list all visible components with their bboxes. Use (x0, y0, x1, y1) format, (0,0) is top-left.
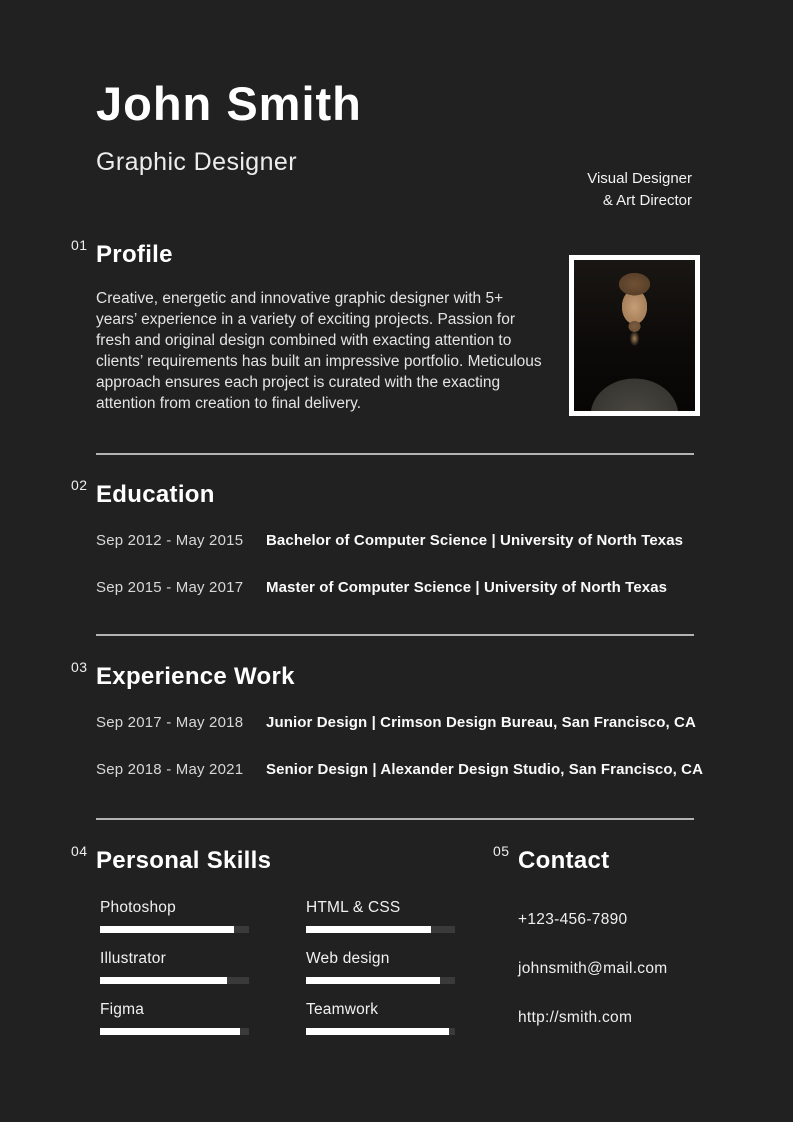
skill-bar-fill (100, 1028, 240, 1035)
skill-item (306, 1001, 455, 1035)
section-title-education: Education (96, 481, 215, 508)
section-contact (493, 843, 668, 1058)
resume-header (96, 76, 694, 209)
contact-items (518, 911, 667, 1027)
skills-column-right (306, 899, 455, 1052)
education-description: Bachelor of Computer Science | University of North Texas (266, 532, 684, 549)
job-title: Graphic Designer (96, 148, 297, 176)
experience-dates: Sep 2018 - May 2021 (96, 761, 244, 778)
skill-label: Photoshop (100, 899, 176, 916)
education-dates: Sep 2015 - May 2017 (96, 579, 244, 596)
experience-description: Junior Design | Crimson Design Bureau, San Francisco, CA (266, 714, 696, 731)
skill-bar-fill (306, 1028, 449, 1035)
experience-section-header (71, 659, 694, 691)
skill-bar-fill (100, 977, 227, 984)
skill-label: Figma (100, 1001, 145, 1018)
skill-label: Illustrator (100, 950, 166, 967)
education-row (96, 532, 694, 549)
contact-website: http://smith.com (518, 1009, 633, 1026)
skill-item (100, 950, 249, 984)
divider (96, 453, 694, 455)
experience-rows (96, 714, 704, 778)
skill-bar-track (306, 977, 455, 984)
skill-label: Teamwork (306, 1001, 379, 1018)
section-skills (71, 843, 456, 1058)
person-name: John Smith (96, 77, 362, 130)
education-row (96, 579, 694, 596)
tagline-line-1: Visual Designer (587, 170, 692, 187)
skill-label: Web design (306, 950, 390, 967)
section-title-skills: Personal Skills (96, 847, 272, 874)
divider (96, 818, 694, 820)
skill-bar-fill (306, 926, 431, 933)
experience-row (96, 714, 694, 731)
contact-phone: +123-456-7890 (518, 911, 628, 928)
skill-item (306, 950, 455, 984)
section-number: 04 (71, 843, 88, 859)
section-education (71, 477, 694, 596)
section-number: 02 (71, 477, 88, 493)
section-number: 05 (493, 843, 510, 859)
section-title-profile: Profile (96, 241, 173, 268)
skills-column-left (100, 899, 249, 1052)
skill-bar-fill (306, 977, 440, 984)
section-profile (71, 237, 694, 414)
divider (96, 634, 694, 636)
skill-bar-track (100, 1028, 249, 1035)
contact-email: johnsmith@mail.com (518, 960, 668, 977)
section-title-contact: Contact (518, 847, 610, 874)
section-title-experience: Experience Work (96, 663, 295, 690)
profile-text: Creative, energetic and innovative graphic designer with 5+ years’ experience in a variety of exciting projects. Passion for fresh and original design combined with exacting attention to clients’ requirements has built an impressive portfolio. Meticulous approach ensures each project is curated with the exacting attention from creation to final delivery. (96, 290, 542, 412)
experience-row (96, 761, 704, 778)
skills-columns (96, 899, 456, 1052)
education-description: Master of Computer Science | University of North Texas (266, 579, 668, 596)
skill-bar-fill (100, 926, 234, 933)
bottom-columns (71, 843, 694, 1058)
contact-section-header (493, 843, 667, 875)
profile-section-header (71, 237, 694, 269)
experience-dates: Sep 2017 - May 2018 (96, 714, 244, 731)
skill-item (100, 1001, 249, 1035)
skill-bar-track (306, 1028, 455, 1035)
skill-item (100, 899, 249, 933)
tagline-line-2: & Art Director (602, 191, 692, 209)
skill-bar-track (306, 926, 455, 933)
section-number: 03 (71, 659, 88, 675)
skill-item (306, 899, 455, 933)
skill-bar-track (100, 977, 249, 984)
skill-label: HTML & CSS (306, 899, 401, 916)
skill-bar-track (100, 926, 249, 933)
experience-description: Senior Design | Alexander Design Studio, San Francisco, CA (266, 761, 704, 778)
education-dates: Sep 2012 - May 2015 (96, 532, 244, 549)
education-section-header (71, 477, 694, 509)
education-rows (96, 532, 694, 596)
section-number: 01 (71, 237, 88, 253)
tagline (587, 168, 692, 211)
section-experience (71, 659, 704, 778)
skills-section-header (71, 843, 456, 875)
